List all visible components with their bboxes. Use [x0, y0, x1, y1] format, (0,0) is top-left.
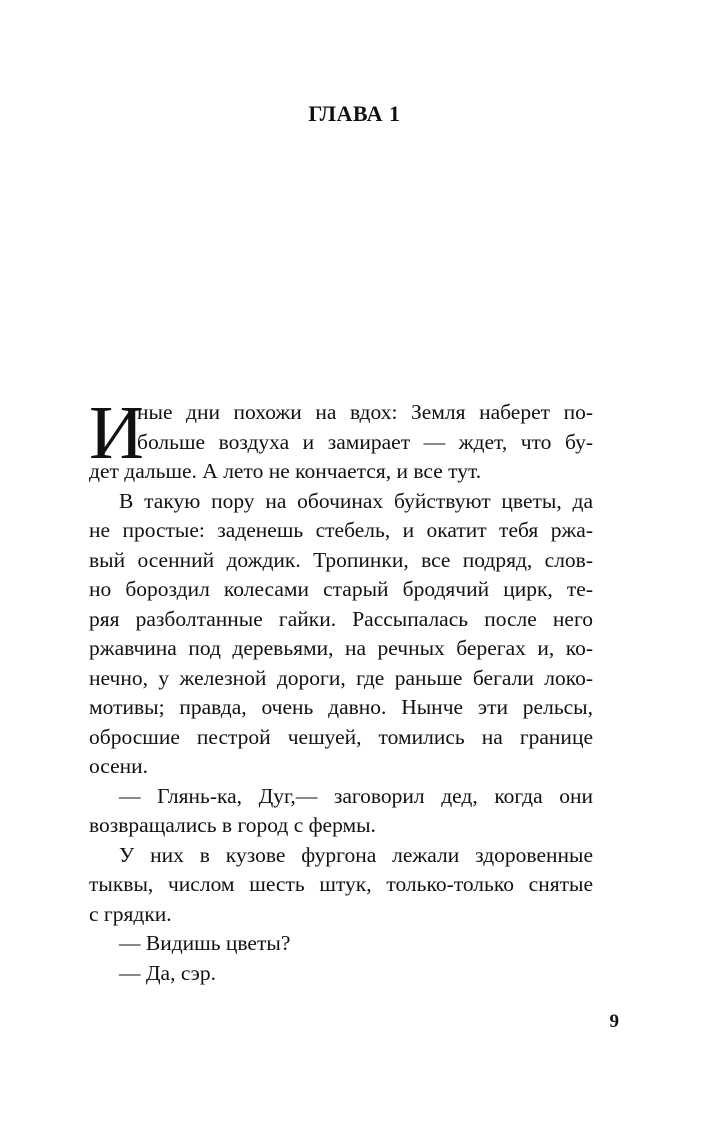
chapter-title: ГЛАВА 1: [308, 101, 401, 126]
paragraph: [89, 841, 593, 930]
paragraph: [89, 487, 593, 782]
page-number: 9: [609, 1011, 619, 1032]
drop-cap: И: [89, 391, 144, 475]
text-line: ржавчина под деревьями, на речных берегах и, ко-: [89, 636, 593, 660]
text-line: больше воздуха и замирает — ждет, что бу-: [137, 429, 593, 454]
text-line: с грядки.: [89, 901, 172, 926]
opening-paragraph: [89, 391, 593, 487]
body-text: [89, 391, 593, 988]
text-line: — Видишь цветы?: [119, 931, 291, 955]
text-line: У них в кузове фургона лежали здоровенные: [119, 842, 593, 867]
text-line: — Глянь-ка, Дуг,— заговорил дед, когда они: [119, 783, 593, 808]
dialogue-paragraph: [89, 782, 593, 841]
text-line: осени.: [89, 754, 149, 778]
text-line: — Да, сэр.: [119, 960, 216, 985]
text-line: вый осенний дождик. Тропинки, все подряд, слов-: [89, 547, 593, 572]
text-line: обросшие пестрой чешуей, томились на границе: [89, 724, 593, 749]
text-line: дет дальше. А лето не кончается, и все тут.: [89, 459, 482, 483]
text-line: тыквы, числом шесть штук, только-только снятые: [89, 872, 593, 896]
text-line: ряя разболтанные гайки. Рассыпалась после него: [89, 606, 593, 631]
text-line: В такую пору на обочинах буйствуют цветы, да: [119, 488, 593, 513]
text-line: мотивы; правда, очень давно. Нынче эти рельсы,: [89, 695, 593, 719]
text-line: нечно, у железной дороги, где раньше бегали локо-: [89, 665, 593, 690]
text-line: не простые: заденешь стебель, и окатит тебя ржа-: [89, 518, 593, 542]
text-line: возвращались в город с фермы.: [89, 813, 376, 837]
dialogue-paragraph: [89, 959, 593, 989]
dialogue-paragraph: [89, 929, 593, 959]
text-line: но бороздил колесами старый бродячий цирк, те-: [89, 577, 593, 601]
text-line: ные дни похожи на вдох: Земля наберет по-: [137, 400, 593, 424]
